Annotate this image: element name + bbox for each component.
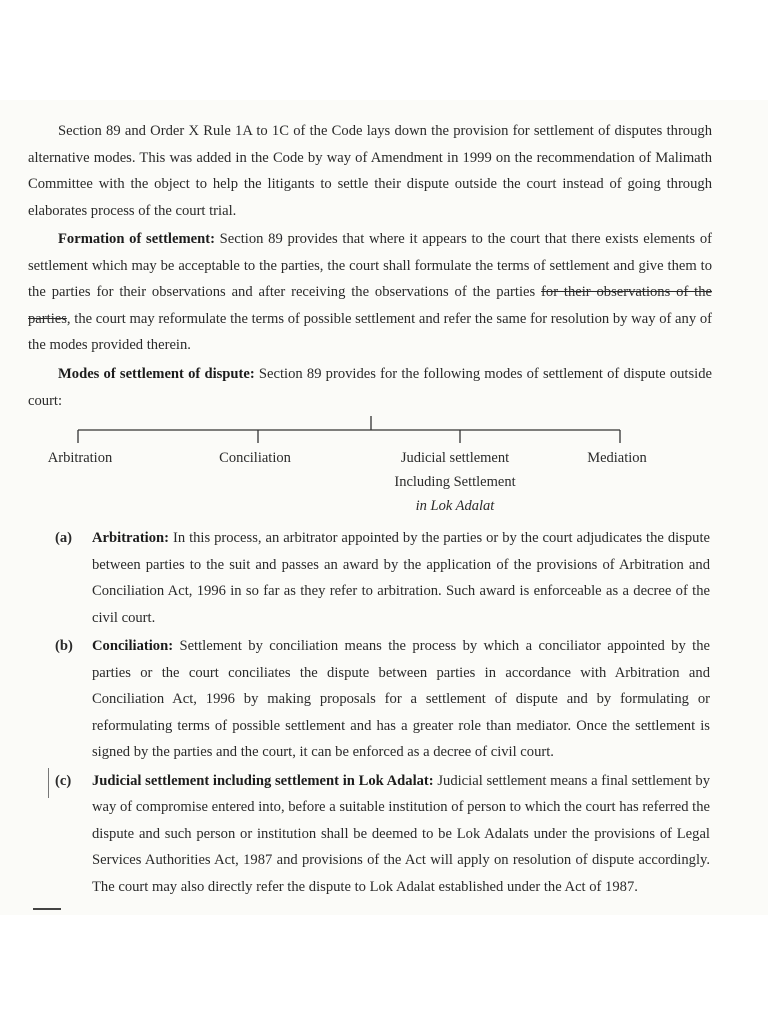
item-marker: (b) [55, 638, 73, 654]
modes-text: Section 89 provides for the following modes of settlement of dispute outside court: [28, 366, 712, 409]
item-heading: Judicial settlement including settlement in Lok Adalat: [92, 772, 434, 789]
diagram-judicial-line1: Judicial settlement [400, 450, 510, 466]
modes-diagram [0, 410, 768, 520]
formation-text-2: , the court may reformulate the terms of possible settlement and refer the same for resolution by way of any of the modes provided therein. [28, 310, 712, 353]
diagram-arbitration: Arbitration [47, 450, 113, 466]
modes-paragraph [28, 361, 712, 414]
formation-paragraph [28, 226, 712, 359]
formation-struck-text: for their observations of the parties [28, 284, 712, 327]
list-item-judicial-settlement [55, 768, 710, 901]
diagram-judicial-line2: Including Settlement [394, 474, 516, 490]
list-item-arbitration [55, 525, 710, 631]
intro-text: Section 89 and Order X Rule 1A to 1C of the Code lays down the provision for settlement of disputes through alternative modes. This was added in the Code by way of Amendment in 1999 on the recommendation of Malimath Committee with the object to help the litigants to settle their dispute outside the court instead of going through elaborates process of the court trial. [28, 123, 712, 219]
modes-list [55, 525, 710, 902]
item-text: Judicial settlement means a final settlement by way of compromise entered into, before a suitable institution of person to which the court has referred the dispute and such person or institution shall be deemed to be Lok Adalats under the provisions of Legal Services Authorities Act, 1987 and provisions of the Act will apply on resolution of dispute accordingly. The court may also directly refer the dispute to Lok Adalat established under the Act of 1987. [92, 772, 711, 895]
modes-heading: Modes of settlement of dispute: [58, 366, 255, 382]
item-text: In this process, an arbitrator appointed by the parties or by the court adjudicates the dispute between parties to the suit and passes an award by the application of the provisions of Arbitration and Conciliation Act, 1996 in so far as they refer to arbitration. Such award is enforceable as a decree of the civil court. [92, 530, 710, 626]
item-marker: (a) [55, 530, 73, 546]
diagram-conciliation: Conciliation [219, 450, 291, 466]
pen-dash-mark [33, 908, 61, 910]
formation-text-1: Section 89 provides that where it appears to the court that there exists elements of settlement which may be acceptable to the parties, the court shall formulate the terms of settlement and give them to the parties for their observations and after receiving the observations of the parties [28, 231, 712, 300]
item-text: Settlement by conciliation means the process by which a conciliator appointed by the parties or the court conciliates the dispute between parties in accordance with Arbitration and Conciliation Act, 1996 by making proposals for a settlement of dispute and by formulating or reformulating terms of possible settlement and has a greater role than mediator. Once the settlement is signed by the parties and the court, it can be enforced as a decree of civil court. [92, 638, 710, 760]
item-heading: Conciliation: [92, 638, 174, 654]
formation-heading: Formation of settlement: [58, 231, 215, 247]
diagram-judicial-line3: in Lok Adalat [415, 498, 495, 514]
margin-pen-mark [48, 768, 51, 798]
diagram-mediation: Mediation [587, 450, 647, 466]
item-marker: (c) [55, 772, 72, 789]
intro-paragraph [28, 118, 712, 224]
item-heading: Arbitration: [92, 530, 170, 546]
diagram-connector-lines [0, 410, 768, 450]
list-item-conciliation [55, 633, 710, 766]
